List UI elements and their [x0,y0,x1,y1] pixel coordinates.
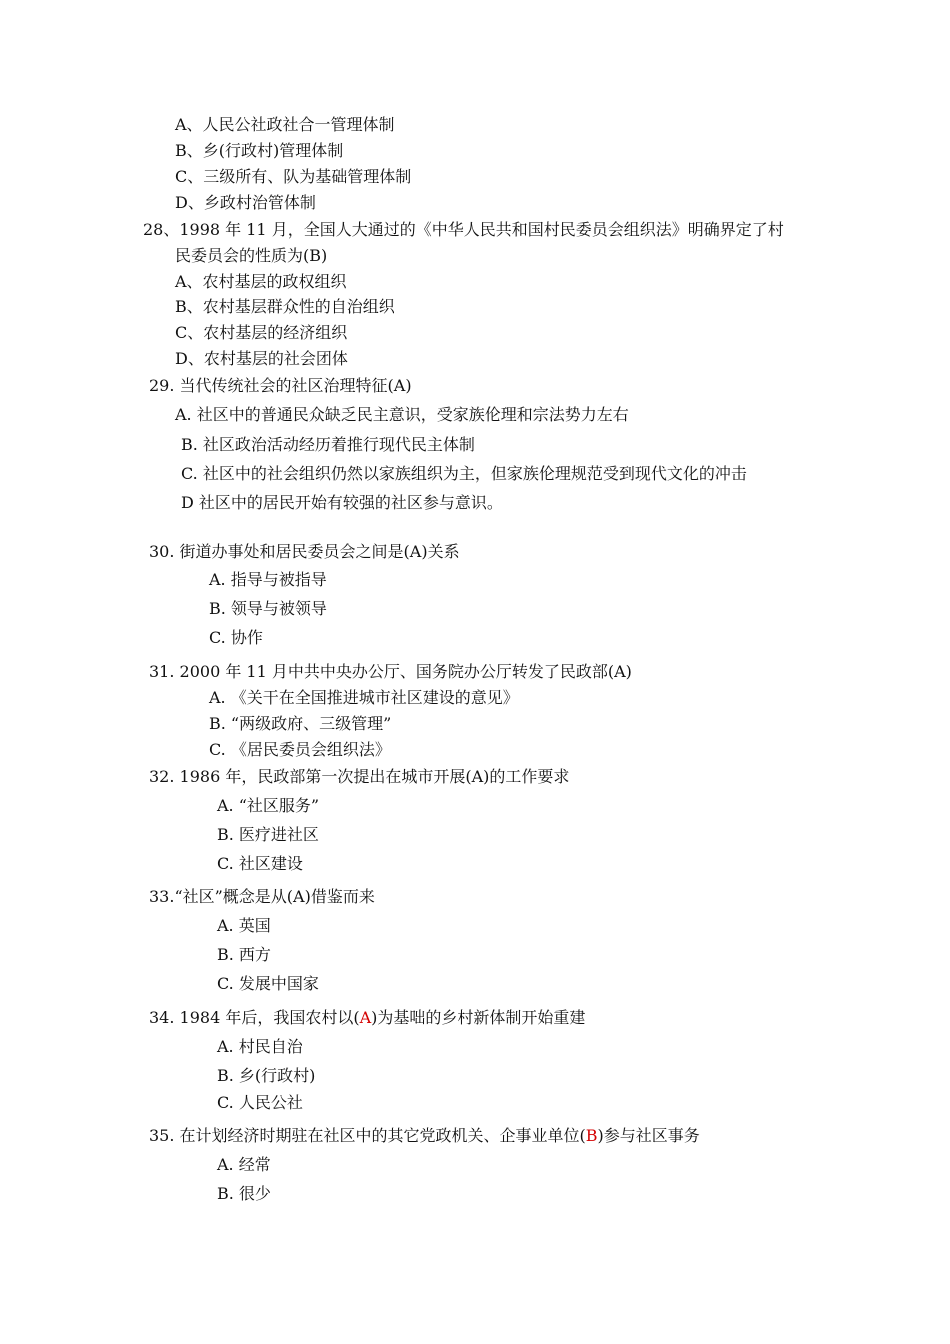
option-line: B. 领导与被领导 [209,599,327,618]
question-32: 32. 1986 年，民政部第一次提出在城市开展(A)的工作要求 [149,767,570,786]
option-line: D、乡政村治管体制 [175,193,316,212]
option-line: A. 村民自治 [217,1037,303,1056]
question-text: 34. 1984 年后，我国农村以( [149,1008,360,1027]
option-line: C. 《居民委员会组织法》 [209,740,391,759]
question-31: 31. 2000 年 11 月中共中央办公厅、国务院办公厅转发了民政部(A) [149,662,632,681]
option-line: B、乡(行政村)管理体制 [175,141,344,160]
option-line: B、农村基层群众性的自治组织 [175,297,395,316]
option-line: C. 发展中国家 [217,974,319,993]
option-line: A. 经常 [217,1155,271,1174]
question-33: 33.“社区”概念是从(A)借鉴而来 [149,887,375,906]
option-line: A、农村基层的政权组织 [175,272,347,291]
question-28-continued: 民委员会的性质为(B) [175,246,328,265]
option-line: B. 西方 [217,945,271,964]
option-line: D 社区中的居民开始有较强的社区参与意识。 [181,493,503,512]
option-line: B. 医疗进社区 [217,825,319,844]
question-text: )为基咄的乡村新体制开始重建 [371,1008,586,1027]
option-line: A. 社区中的普通民众缺乏民主意识，受家族伦理和宗法势力左右 [175,405,629,424]
question-28: 28、1998 年 11 月，全国人大通过的《中华人民共和国村民委员会组织法》明确界定了村 [143,220,784,239]
option-line: D、农村基层的社会团体 [175,349,348,368]
question-text: 35. 在计划经济时期驻在社区中的其它党政机关、企事业单位( [149,1126,586,1145]
question-text: )参与社区事务 [597,1126,700,1145]
option-line: A. 指导与被指导 [209,570,327,589]
answer-letter: B [585,1126,598,1145]
question-35 [149,1125,700,1147]
option-line: B. 乡(行政村) [217,1066,316,1085]
option-line: C. 社区中的社会组织仍然以家族组织为主，但家族伦理规范受到现代文化的冲击 [181,464,747,483]
option-line: A. 英国 [217,916,271,935]
option-line: A. 《关干在全国推进城市社区建设的意见》 [209,688,519,707]
option-line: B. “两级政府、三级管理” [209,714,392,733]
answer-letter: A [359,1008,372,1027]
question-30: 30. 街道办事处和居民委员会之间是(A)关系 [149,542,460,561]
option-line: C、三级所有、队为基础管理体制 [175,167,412,186]
option-line: A、人民公社政社合一管理体制 [175,115,395,134]
option-line: B. 很少 [217,1184,271,1203]
question-29: 29. 当代传统社会的社区治理特征(A) [149,376,412,395]
question-34 [149,1007,585,1029]
option-line: C. 社区建设 [217,854,303,873]
option-line: A. “社区服务” [217,796,320,815]
option-line: C. 人民公社 [217,1093,303,1112]
option-line: C. 协作 [209,628,263,647]
option-line: B. 社区政治活动经历着推行现代民主体制 [181,435,475,454]
option-line: C、农村基层的经济组织 [175,323,348,342]
